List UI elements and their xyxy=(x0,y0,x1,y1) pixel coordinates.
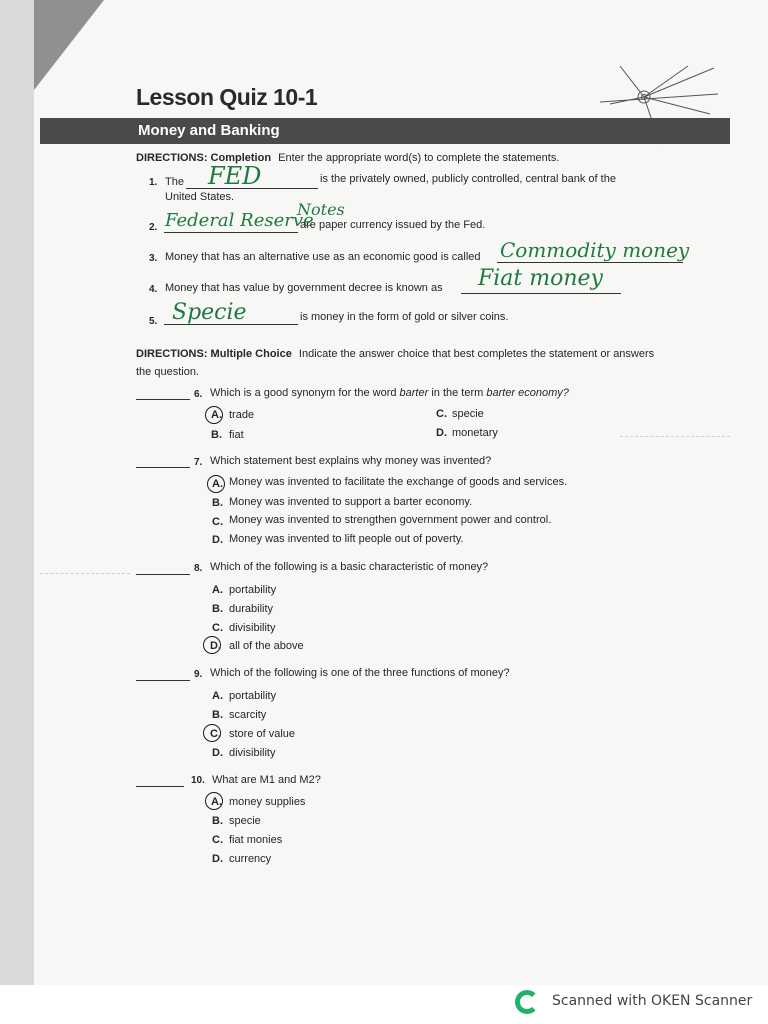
q8-option-d-letter: D. xyxy=(210,640,221,652)
item-4-blank xyxy=(461,293,621,294)
item-1-answer: FED xyxy=(208,162,262,190)
section-band xyxy=(40,118,730,144)
q10-option-b-letter: B. xyxy=(212,815,223,827)
scanner-watermark-text: Scanned with OKEN Scanner xyxy=(552,993,753,1009)
q9-number: 9. xyxy=(194,669,203,680)
mc-directions-text: Indicate the answer choice that best completes the statement or answers xyxy=(298,348,655,360)
item-5-answer: Specie xyxy=(172,300,247,325)
q8-number: 8. xyxy=(194,563,203,574)
q8-option-a-letter: A. xyxy=(212,584,223,596)
q7-option-a: Money was invented to facilitate the exchange of goods and services. xyxy=(229,476,568,488)
item-1-post-2: United States. xyxy=(165,191,235,203)
q6-option-a-letter: A. xyxy=(211,409,222,421)
item-4-number: 4. xyxy=(149,284,158,295)
q9-option-c: store of value xyxy=(229,728,296,740)
q6-option-c: specie xyxy=(452,408,484,420)
q8-option-c: divisibility xyxy=(229,622,276,634)
section-subtitle: Money and Banking xyxy=(138,122,280,139)
item-1-number: 1. xyxy=(149,177,158,188)
page-title: Lesson Quiz 10-1 xyxy=(136,84,318,110)
q7-option-c-letter: C. xyxy=(212,516,223,528)
completion-directions-label: DIRECTIONS: Completion xyxy=(136,152,272,164)
item-3-number: 3. xyxy=(149,253,158,264)
q10-question: What are M1 and M2? xyxy=(212,774,321,786)
item-3-blank xyxy=(497,262,683,263)
q6-question xyxy=(210,387,569,399)
item-2-blank xyxy=(164,232,298,233)
q9-question: Which of the following is one of the three functions of money? xyxy=(210,667,510,679)
q10-option-c-letter: C. xyxy=(212,834,223,846)
item-3-pre: Money that has an alternative use as an economic good is called xyxy=(165,251,481,263)
scan-artifact-line xyxy=(620,436,730,437)
item-1-pre: The xyxy=(165,176,184,188)
q7-option-d: Money was invented to lift people out of poverty. xyxy=(229,533,464,545)
item-2-answer-2: Notes xyxy=(297,200,345,219)
item-4-answer: Fiat money xyxy=(478,266,603,291)
q9-option-a-letter: A. xyxy=(212,690,223,702)
q9-option-b-letter: B. xyxy=(212,709,223,721)
q6-question-part-2: in the term xyxy=(428,387,487,399)
q10-option-c: fiat monies xyxy=(229,834,283,846)
item-2-answer: Federal Reserve xyxy=(165,210,314,231)
item-3-answer: Commodity money xyxy=(500,238,690,262)
q8-option-b: durability xyxy=(229,603,274,615)
q6-option-a: trade xyxy=(229,409,255,421)
q10-option-a: money supplies xyxy=(229,796,306,808)
q6-option-b-letter: B. xyxy=(211,429,222,441)
mc-directions xyxy=(136,348,654,360)
scan-artifact-line xyxy=(40,573,130,574)
item-1-post: is the privately owned, publicly controlled, central bank of the xyxy=(320,173,616,185)
q8-answer-blank xyxy=(136,574,190,575)
q10-option-a-letter: A. xyxy=(211,796,222,808)
scan-shadow-corner xyxy=(34,0,104,90)
q9-answer-blank xyxy=(136,680,190,681)
mc-directions-label: DIRECTIONS: Multiple Choice xyxy=(136,348,292,360)
q7-option-a-letter: A. xyxy=(212,478,223,490)
q10-option-d: currency xyxy=(229,853,272,865)
q6-option-d-letter: D. xyxy=(436,427,447,439)
oken-scanner-logo-icon xyxy=(515,990,539,1014)
q9-option-d: divisibility xyxy=(229,747,276,759)
q7-option-b: Money was invented to support a barter economy. xyxy=(229,496,473,508)
q10-answer-blank xyxy=(136,786,184,787)
q9-option-c-letter: C. xyxy=(210,728,221,740)
q6-option-c-letter: C. xyxy=(436,408,447,420)
q7-option-b-letter: B. xyxy=(212,497,223,509)
q10-option-b: specie xyxy=(229,815,261,827)
q7-answer-blank xyxy=(136,467,190,468)
item-5-post: is money in the form of gold or silver coins. xyxy=(300,311,509,323)
q8-question: Which of the following is a basic characteristic of money? xyxy=(210,561,489,573)
completion-directions xyxy=(136,152,559,164)
q9-option-a: portability xyxy=(229,690,277,702)
q8-option-d: all of the above xyxy=(229,640,304,652)
item-2-post: are paper currency issued by the Fed. xyxy=(300,219,486,231)
q7-number: 7. xyxy=(194,457,203,468)
q6-option-d: monetary xyxy=(452,427,498,439)
item-5-number: 5. xyxy=(149,316,158,327)
q6-question-italic-2: barter economy? xyxy=(486,387,569,399)
q6-answer-blank xyxy=(136,399,190,400)
q8-option-b-letter: B. xyxy=(212,603,223,615)
q6-option-b: fiat xyxy=(229,429,244,441)
q6-number: 6. xyxy=(194,389,203,400)
item-4-pre: Money that has value by government decree is known as xyxy=(165,282,443,294)
q10-number: 10. xyxy=(191,775,205,786)
q8-option-c-letter: C. xyxy=(212,622,223,634)
q6-question-part-1: Which is a good synonym for the word xyxy=(210,387,400,399)
q10-option-d-letter: D. xyxy=(212,853,223,865)
q9-option-d-letter: D. xyxy=(212,747,223,759)
q6-question-italic-1: barter xyxy=(399,387,429,399)
q7-question: Which statement best explains why money was invented? xyxy=(210,455,492,467)
mc-directions-text-2: the question. xyxy=(136,366,199,378)
q7-option-d-letter: D. xyxy=(212,534,223,546)
completion-directions-text: Enter the appropriate word(s) to complete the statements. xyxy=(278,152,560,164)
q7-option-c: Money was invented to strengthen government power and control. xyxy=(229,514,552,526)
q9-option-b: scarcity xyxy=(229,709,267,721)
item-2-number: 2. xyxy=(149,222,158,233)
q8-option-a: portability xyxy=(229,584,277,596)
